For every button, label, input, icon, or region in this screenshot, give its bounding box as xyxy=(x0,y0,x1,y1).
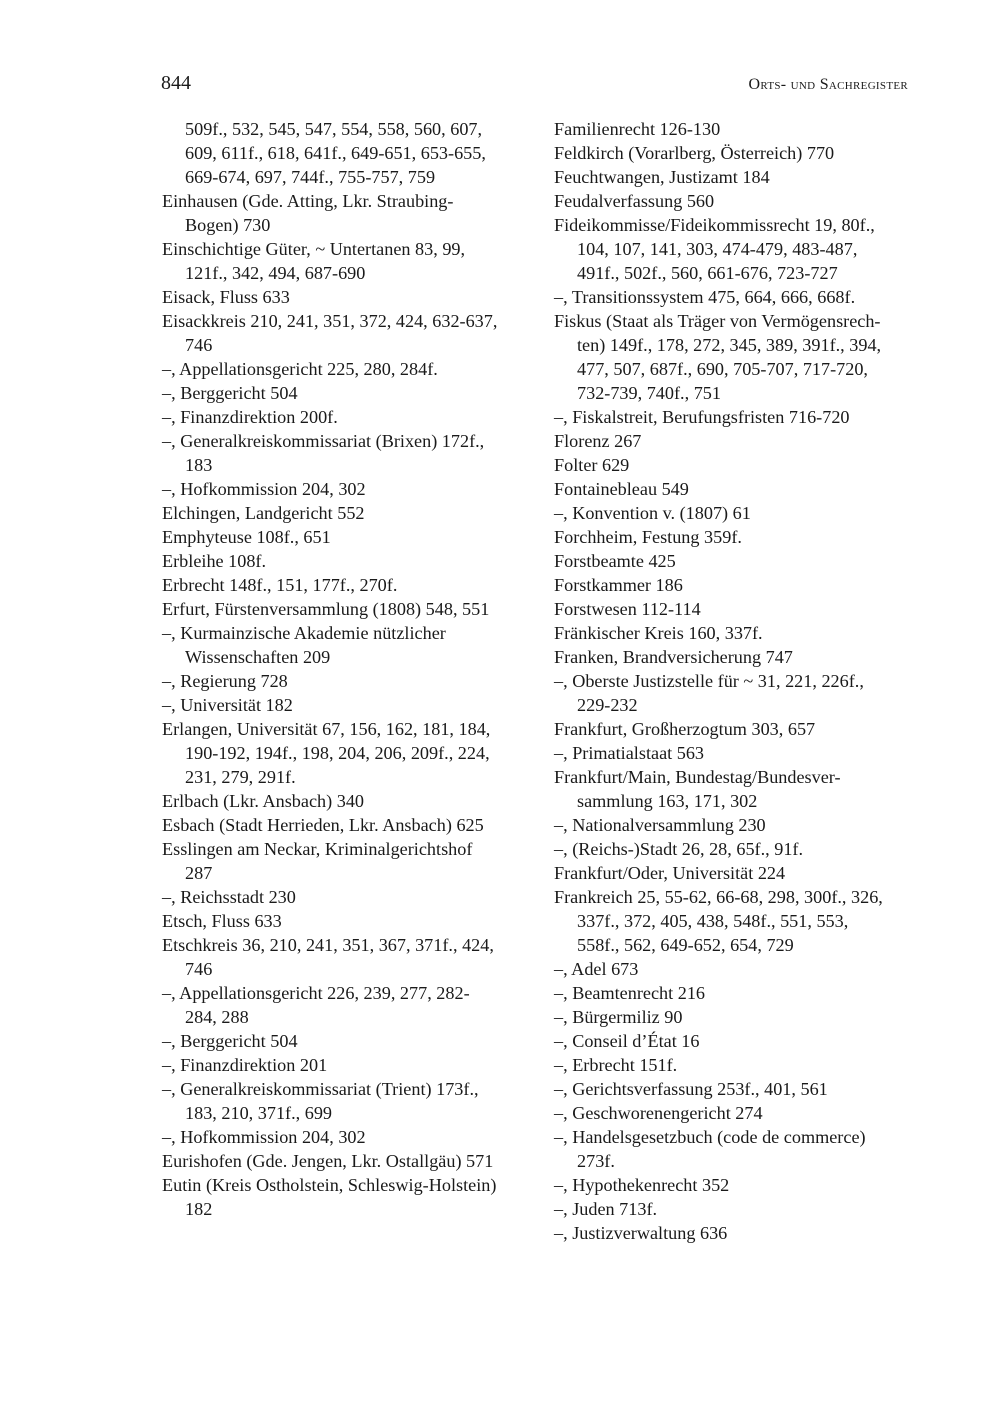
index-entry-line: Etsch, Fluss 633 xyxy=(162,911,282,931)
index-entry xyxy=(554,501,914,525)
index-entry-line: Florenz 267 xyxy=(554,431,642,451)
index-entry xyxy=(162,597,527,621)
index-entry-line: 183 xyxy=(185,455,213,475)
index-entry-line: –, Adel 673 xyxy=(554,959,639,979)
index-entry xyxy=(162,669,527,693)
index-entry-line: 182 xyxy=(185,1199,213,1219)
index-entry xyxy=(162,693,527,717)
index-entry-line: 477, 507, 687f., 690, 705-707, 717-720, xyxy=(577,359,868,379)
index-entry xyxy=(554,549,914,573)
index-entry-line: –, Nationalversammlung 230 xyxy=(554,815,766,835)
index-entry-line: –, Reichsstadt 230 xyxy=(162,887,296,907)
index-entry-line: Frankreich 25, 55-62, 66-68, 298, 300f., 326, xyxy=(554,887,883,907)
index-entry xyxy=(554,213,914,285)
index-entry-line: 273f. xyxy=(577,1151,615,1171)
index-entry xyxy=(554,1053,914,1077)
index-entry-line: Feudalverfassung 560 xyxy=(554,191,715,211)
index-entry xyxy=(162,1173,527,1221)
index-entry-line: 183, 210, 371f., 699 xyxy=(185,1103,333,1123)
index-entry xyxy=(554,1029,914,1053)
index-entry-line: Emphyteuse 108f., 651 xyxy=(162,527,331,547)
index-entry-line: Einhausen (Gde. Atting, Lkr. Straubing- xyxy=(162,191,454,211)
index-entry xyxy=(554,981,914,1005)
index-entry-line: 491f., 502f., 560, 661-676, 723-727 xyxy=(577,263,838,283)
running-head: Orts- und Sachregister xyxy=(748,76,908,93)
index-entry-line: Erbrecht 148f., 151, 177f., 270f. xyxy=(162,575,398,595)
index-entry xyxy=(554,165,914,189)
index-entry xyxy=(554,1077,914,1101)
index-entry-line: –, Bürgermiliz 90 xyxy=(554,1007,683,1027)
index-entry xyxy=(554,573,914,597)
index-entry-line: –, Appellationsgericht 225, 280, 284f. xyxy=(162,359,438,379)
index-entry-line: sammlung 163, 171, 302 xyxy=(577,791,758,811)
index-entry-line: 104, 107, 141, 303, 474-479, 483-487, xyxy=(577,239,858,259)
index-entry-line: 669-674, 697, 744f., 755-757, 759 xyxy=(185,167,436,187)
index-entry-line: –, Berggericht 504 xyxy=(162,1031,298,1051)
page-number: 844 xyxy=(161,72,191,94)
index-entry-line: Esbach (Stadt Herrieden, Lkr. Ansbach) 625 xyxy=(162,815,484,835)
index-entry xyxy=(162,885,527,909)
index-entry-line: –, Regierung 728 xyxy=(162,671,288,691)
index-entry xyxy=(554,837,914,861)
index-entry xyxy=(554,405,914,429)
index-entry-line: –, Handelsgesetzbuch (code de commerce) xyxy=(554,1127,866,1147)
index-entry-line: 231, 279, 291f. xyxy=(185,767,296,787)
index-entry-line: –, Erbrecht 151f. xyxy=(554,1055,678,1075)
index-entry-line: Etschkreis 36, 210, 241, 351, 367, 371f., 424, xyxy=(162,935,494,955)
index-entry-line: –, Fiskalstreit, Berufungsfristen 716-720 xyxy=(554,407,850,427)
index-entry xyxy=(554,645,914,669)
index-entry xyxy=(554,957,914,981)
index-entry xyxy=(162,429,527,477)
index-entry xyxy=(162,573,527,597)
index-column-left xyxy=(162,117,527,1221)
index-entry-line: Fideikommisse/Fideikommissrecht 19, 80f., xyxy=(554,215,875,235)
index-entry-line: 609, 611f., 618, 641f., 649-651, 653-655, xyxy=(185,143,486,163)
index-entry-line: Erlbach (Lkr. Ansbach) 340 xyxy=(162,791,365,811)
index-entry-line: Erbleihe 108f. xyxy=(162,551,267,571)
index-entry xyxy=(554,309,914,405)
index-entry-line: –, (Reichs-)Stadt 26, 28, 65f., 91f. xyxy=(554,839,804,859)
index-entry xyxy=(554,741,914,765)
index-entry xyxy=(162,357,527,381)
index-entry-line: –, Juden 713f. xyxy=(554,1199,658,1219)
index-entry xyxy=(554,813,914,837)
index-entry xyxy=(162,1053,527,1077)
index-entry xyxy=(554,141,914,165)
index-entry xyxy=(162,1029,527,1053)
index-entry-line: –, Berggericht 504 xyxy=(162,383,298,403)
index-entry xyxy=(162,621,527,669)
index-entry-line: Bogen) 730 xyxy=(185,215,271,235)
index-entry-line: Forchheim, Festung 359f. xyxy=(554,527,742,547)
index-entry-line: Frankfurt/Main, Bundestag/Bundesver- xyxy=(554,767,841,787)
index-entry xyxy=(554,1221,914,1245)
index-entry-line: Familienrecht 126-130 xyxy=(554,119,721,139)
index-entry-line: –, Hofkommission 204, 302 xyxy=(162,1127,366,1147)
index-entry-line: Forstkammer 186 xyxy=(554,575,683,595)
index-entry-line: –, Generalkreiskommissariat (Trient) 173f., xyxy=(162,1079,479,1099)
index-entry-line: –, Justizverwaltung 636 xyxy=(554,1223,728,1243)
index-entry-line: –, Finanzdirektion 201 xyxy=(162,1055,328,1075)
index-entry xyxy=(554,453,914,477)
index-entry-line: –, Transitionssystem 475, 664, 666, 668f. xyxy=(554,287,856,307)
index-entry xyxy=(554,117,914,141)
index-entry xyxy=(554,885,914,957)
index-entry-line: Forstwesen 112-114 xyxy=(554,599,701,619)
index-entry-line: Eisackkreis 210, 241, 351, 372, 424, 632-637, xyxy=(162,311,498,331)
index-entry xyxy=(162,237,527,285)
index-entry xyxy=(162,525,527,549)
index-entry-line: ten) 149f., 178, 272, 345, 389, 391f., 394, xyxy=(577,335,882,355)
index-entry xyxy=(554,189,914,213)
index-entry xyxy=(162,981,527,1029)
index-entry-line: Eurishofen (Gde. Jengen, Lkr. Ostallgäu) 571 xyxy=(162,1151,494,1171)
index-entry-line: Franken, Brandversicherung 747 xyxy=(554,647,793,667)
index-entry-line: –, Hofkommission 204, 302 xyxy=(162,479,366,499)
index-entry xyxy=(162,909,527,933)
index-entry-line: Eisack, Fluss 633 xyxy=(162,287,290,307)
index-entry xyxy=(554,1125,914,1173)
index-entry-line: –, Universität 182 xyxy=(162,695,293,715)
index-entry xyxy=(162,117,527,189)
index-entry-line: 229-232 xyxy=(577,695,638,715)
index-entry xyxy=(554,669,914,717)
index-entry xyxy=(162,717,527,789)
index-entry-line: Elchingen, Landgericht 552 xyxy=(162,503,365,523)
index-entry-line: Erfurt, Fürstenversammlung (1808) 548, 551 xyxy=(162,599,490,619)
index-entry-line: –, Finanzdirektion 200f. xyxy=(162,407,338,427)
index-entry-line: Erlangen, Universität 67, 156, 162, 181, 184, xyxy=(162,719,491,739)
index-entry xyxy=(554,285,914,309)
index-entry-line: Feldkirch (Vorarlberg, Österreich) 770 xyxy=(554,143,835,163)
index-entry xyxy=(554,765,914,813)
index-entry xyxy=(162,1077,527,1125)
index-entry-line: Wissenschaften 209 xyxy=(185,647,331,667)
index-entry xyxy=(162,405,527,429)
index-entry xyxy=(162,837,527,885)
index-entry xyxy=(162,477,527,501)
index-entry-line: –, Generalkreiskommissariat (Brixen) 172f., xyxy=(162,431,485,451)
index-entry xyxy=(162,1149,527,1173)
index-entry-line: 732-739, 740f., 751 xyxy=(577,383,721,403)
index-entry xyxy=(554,1197,914,1221)
index-entry-line: –, Kurmainzische Akademie nützlicher xyxy=(162,623,446,643)
index-entry-line: Forstbeamte 425 xyxy=(554,551,676,571)
index-entry-line: Frankfurt/Oder, Universität 224 xyxy=(554,863,786,883)
index-entry-line: –, Appellationsgericht 226, 239, 277, 282- xyxy=(162,983,470,1003)
index-entry-line: 509f., 532, 545, 547, 554, 558, 560, 607, xyxy=(185,119,483,139)
index-entry-line: Esslingen am Neckar, Kriminalgerichtshof xyxy=(162,839,473,859)
index-entry xyxy=(554,477,914,501)
index-entry xyxy=(554,1101,914,1125)
index-entry-line: Fontainebleau 549 xyxy=(554,479,689,499)
index-entry xyxy=(162,1125,527,1149)
index-entry xyxy=(162,381,527,405)
index-entry xyxy=(162,549,527,573)
index-entry-line: 190-192, 194f., 198, 204, 206, 209f., 224, xyxy=(185,743,490,763)
index-entry-line: –, Beamtenrecht 216 xyxy=(554,983,706,1003)
index-entry-line: Fränkischer Kreis 160, 337f. xyxy=(554,623,763,643)
index-entry xyxy=(162,189,527,237)
index-entry-line: –, Geschworenengericht 274 xyxy=(554,1103,763,1123)
index-entry xyxy=(162,309,527,357)
index-entry-line: –, Conseil d’État 16 xyxy=(554,1031,700,1051)
index-entry-line: Feuchtwangen, Justizamt 184 xyxy=(554,167,770,187)
index-entry xyxy=(162,813,527,837)
index-entry-line: –, Primatialstaat 563 xyxy=(554,743,705,763)
index-entry-line: 284, 288 xyxy=(185,1007,249,1027)
index-entry xyxy=(554,525,914,549)
index-entry-line: 337f., 372, 405, 438, 548f., 551, 553, xyxy=(577,911,849,931)
index-entry xyxy=(554,1005,914,1029)
index-entry xyxy=(554,429,914,453)
index-entry-line: Folter 629 xyxy=(554,455,630,475)
index-entry xyxy=(162,501,527,525)
index-entry-line: 746 xyxy=(185,959,213,979)
index-entry-line: 558f., 562, 649-652, 654, 729 xyxy=(577,935,794,955)
index-entry-line: 746 xyxy=(185,335,213,355)
index-column-right xyxy=(554,117,914,1245)
index-entry xyxy=(162,933,527,981)
index-entry-line: Frankfurt, Großherzogtum 303, 657 xyxy=(554,719,816,739)
index-entry-line: –, Oberste Justizstelle für ~ 31, 221, 226f., xyxy=(554,671,864,691)
index-entry xyxy=(554,1173,914,1197)
index-entry-line: –, Hypothekenrecht 352 xyxy=(554,1175,730,1195)
index-entry xyxy=(162,789,527,813)
index-entry xyxy=(554,621,914,645)
index-entry-line: 287 xyxy=(185,863,213,883)
index-entry-line: Fiskus (Staat als Träger von Vermögensrech- xyxy=(554,311,881,331)
index-entry xyxy=(162,285,527,309)
index-entry xyxy=(554,717,914,741)
index-entry xyxy=(554,861,914,885)
index-entry-line: –, Konvention v. (1807) 61 xyxy=(554,503,751,523)
index-entry-line: 121f., 342, 494, 687-690 xyxy=(185,263,366,283)
index-entry xyxy=(554,597,914,621)
index-entry-line: Eutin (Kreis Ostholstein, Schleswig-Holstein) xyxy=(162,1175,497,1195)
index-entry-line: Einschichtige Güter, ~ Untertanen 83, 99, xyxy=(162,239,466,259)
index-entry-line: –, Gerichtsverfassung 253f., 401, 561 xyxy=(554,1079,828,1099)
